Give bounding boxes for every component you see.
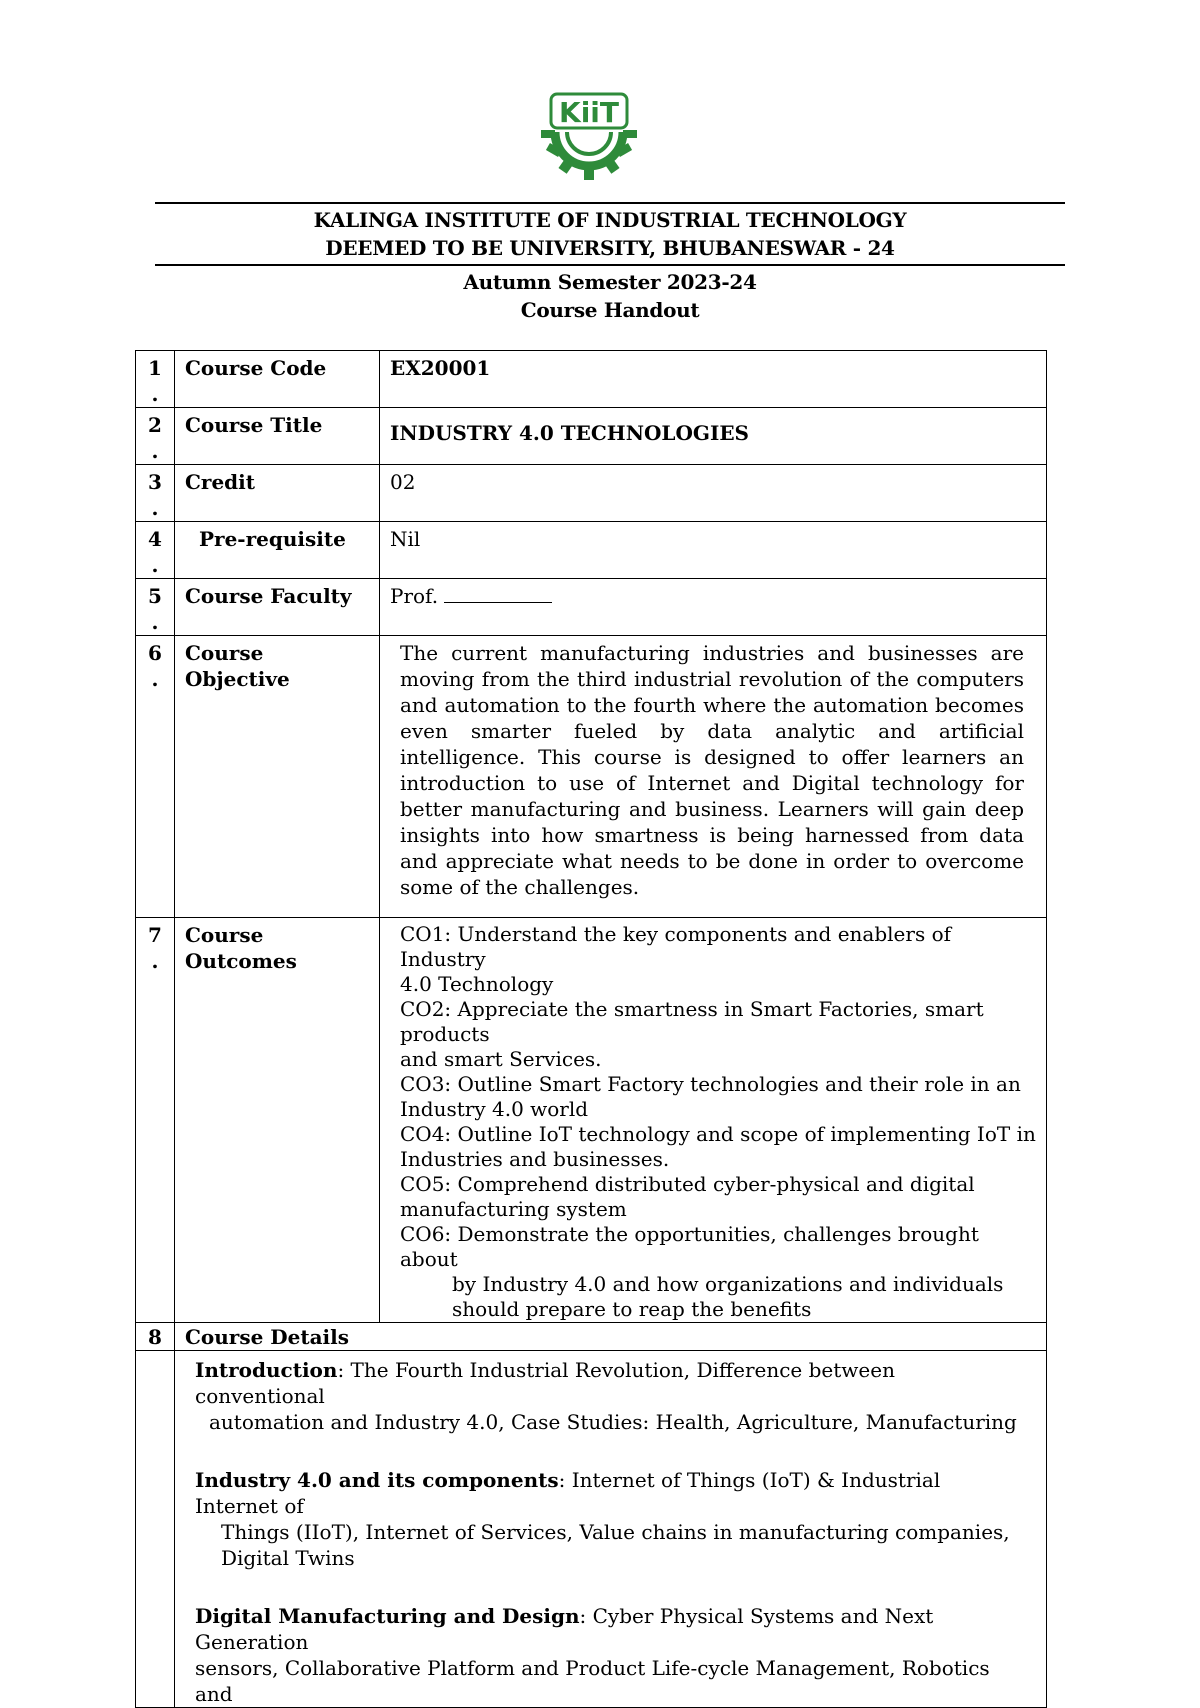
row-label: Course Outcomes: [175, 918, 380, 1323]
table-row: [136, 465, 1047, 522]
table-row: [136, 636, 1047, 918]
row-label: Course Faculty: [175, 579, 380, 636]
objective-paragraph: The current manufacturing industries and businesses are moving from the third industrial revolution of the computers and automation to the fourth where the automation becomes even smarter fueled by data analytic and artificial intelligence. This course is designed to offer learners an introduction to use of Internet and Digital technology for better manufacturing and business. Learners will gain deep insights into how smartness is being harnessed from data and appreciate what needs to be done in order to overcome some of the challenges.: [400, 641, 1024, 899]
header-top-rule: [155, 202, 1065, 204]
course-details-content: [175, 1351, 1047, 1708]
row-number: 2 .: [136, 408, 175, 465]
course-title-value: INDUSTRY 4.0 TECHNOLOGIES: [380, 408, 1047, 465]
prerequisite-value: Nil: [380, 522, 1047, 579]
table-row: [136, 918, 1047, 1323]
outcome-co2: CO2: Appreciate the smartness in Smart Factories, smart products and smart Services.: [400, 997, 984, 1071]
outcome-co6: CO6: Demonstrate the opportunities, challenges brought about by Industry 4.0 and how organizations and individuals should prepare to reap the benefits: [400, 1222, 1004, 1321]
outcomes-value: [380, 918, 1047, 1323]
objective-value: [380, 636, 1047, 918]
table-row: [136, 1351, 1047, 1708]
topic-industry40-components: Industry 4.0 and its components: Internet of Things (IoT) & Industrial Internet of Things (IIoT), Internet of Services, Value chains in manufacturing companies, Digital Twins: [195, 1468, 1010, 1570]
outcome-co1: CO1: Understand the key components and enablers of Industry 4.0 Technology: [400, 922, 952, 996]
row-label: Pre-requisite: [175, 522, 380, 579]
row-label: Course Code: [175, 351, 380, 408]
semester-title: Autumn Semester 2023-24: [463, 270, 757, 294]
faculty-prefix: Prof.: [390, 584, 439, 608]
row-number-empty: [136, 1351, 175, 1708]
table-row: [136, 579, 1047, 636]
course-handout-table: [135, 350, 1047, 1708]
table-row: [136, 351, 1047, 408]
row-label: Course Objective: [175, 636, 380, 918]
kiit-logo: [527, 90, 651, 182]
table-row: [136, 408, 1047, 465]
document-title: Course Handout: [520, 298, 700, 322]
row-label: Credit: [175, 465, 380, 522]
header-bottom-rule: [155, 264, 1065, 266]
row-number: 1 .: [136, 351, 175, 408]
faculty-blank-line: [444, 584, 552, 603]
credit-value: 02: [380, 465, 1047, 522]
topic-introduction: Introduction: The Fourth Industrial Revolution, Difference between conventional automation and Industry 4.0, Case Studies: Health, Agriculture, Manufacturing: [195, 1358, 1017, 1434]
course-details-heading: Course Details: [175, 1323, 1047, 1351]
table-row: [136, 522, 1047, 579]
logo-text: KiiT: [559, 96, 619, 129]
row-number: 8: [136, 1323, 175, 1351]
row-number: 4 .: [136, 522, 175, 579]
outcome-co5: CO5: Comprehend distributed cyber-physical and digital manufacturing system: [400, 1172, 975, 1221]
row-number: 6 .: [136, 636, 175, 918]
institute-name: KALINGA INSTITUTE OF INDUSTRIAL TECHNOLOGY: [313, 208, 907, 232]
university-line: DEEMED TO BE UNIVERSITY, BHUBANESWAR - 24: [325, 236, 895, 260]
outcome-co4: CO4: Outline IoT technology and scope of implementing IoT in Industries and businesses.: [400, 1122, 1036, 1171]
row-label: Course Title: [175, 408, 380, 465]
faculty-value: [380, 579, 1047, 636]
table-row: [136, 1323, 1047, 1351]
row-number: 7 .: [136, 918, 175, 1323]
outcome-co3: CO3: Outline Smart Factory technologies and their role in an Industry 4.0 world: [400, 1072, 1021, 1121]
row-number: 3 .: [136, 465, 175, 522]
course-code-value: EX20001: [380, 351, 1047, 408]
topic-digital-manufacturing: Digital Manufacturing and Design: Cyber Physical Systems and Next Generation sensors, Collaborative Platform and Product Life-cycle Management, Robotics and: [195, 1604, 990, 1706]
row-number: 5 .: [136, 579, 175, 636]
